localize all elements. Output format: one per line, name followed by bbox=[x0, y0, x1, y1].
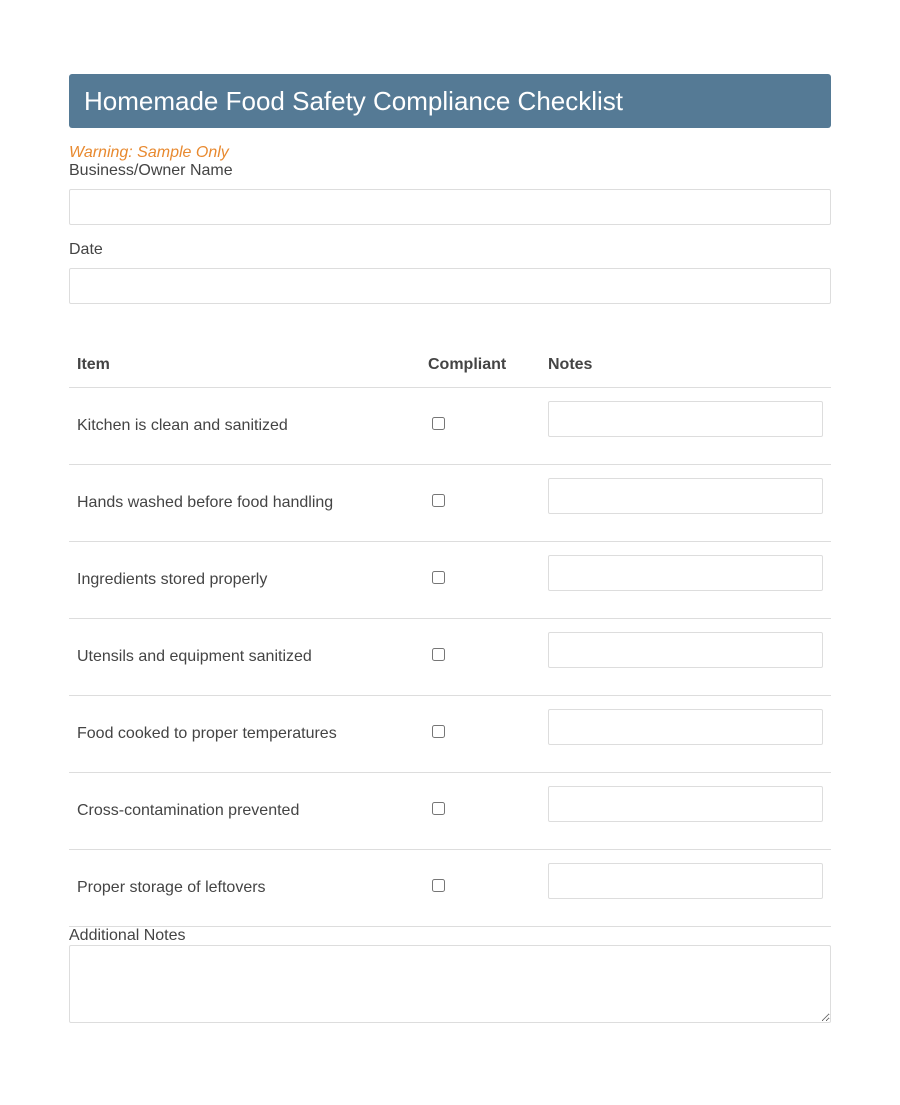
notes-input[interactable] bbox=[548, 555, 823, 591]
notes-input[interactable] bbox=[548, 401, 823, 437]
compliant-checkbox[interactable] bbox=[432, 802, 445, 815]
notes-input[interactable] bbox=[548, 863, 823, 899]
date-input[interactable] bbox=[69, 268, 831, 304]
compliant-checkbox[interactable] bbox=[432, 725, 445, 738]
header-compliant: Compliant bbox=[420, 342, 540, 388]
checklist-table bbox=[69, 342, 831, 927]
table-row bbox=[69, 465, 831, 542]
additional-notes-label: Additional Notes bbox=[69, 927, 186, 944]
notes-input[interactable] bbox=[548, 478, 823, 514]
table-row bbox=[69, 773, 831, 850]
item-label: Food cooked to proper temperatures bbox=[69, 696, 420, 773]
business-label: Business/Owner Name bbox=[69, 162, 233, 179]
notes-input[interactable] bbox=[548, 709, 823, 745]
header-item: Item bbox=[69, 342, 420, 388]
notes-input[interactable] bbox=[548, 632, 823, 668]
table-row bbox=[69, 696, 831, 773]
compliant-checkbox[interactable] bbox=[432, 648, 445, 661]
compliant-checkbox[interactable] bbox=[432, 417, 445, 430]
item-label: Hands washed before food handling bbox=[69, 465, 420, 542]
compliant-checkbox[interactable] bbox=[432, 571, 445, 584]
item-label: Utensils and equipment sanitized bbox=[69, 619, 420, 696]
header-notes: Notes bbox=[540, 342, 831, 388]
item-label: Proper storage of leftovers bbox=[69, 850, 420, 927]
item-label: Cross-contamination prevented bbox=[69, 773, 420, 850]
date-label: Date bbox=[69, 241, 103, 258]
table-row bbox=[69, 619, 831, 696]
compliant-checkbox[interactable] bbox=[432, 879, 445, 892]
business-name-input[interactable] bbox=[69, 189, 831, 225]
checklist-form bbox=[69, 74, 831, 1023]
table-row bbox=[69, 850, 831, 927]
warning-text: Warning: Sample Only bbox=[69, 144, 229, 161]
additional-notes-textarea[interactable] bbox=[69, 945, 831, 1023]
table-row bbox=[69, 388, 831, 465]
table-row bbox=[69, 542, 831, 619]
item-label: Ingredients stored properly bbox=[69, 542, 420, 619]
page-title: Homemade Food Safety Compliance Checklist bbox=[69, 74, 831, 128]
item-label: Kitchen is clean and sanitized bbox=[69, 388, 420, 465]
compliant-checkbox[interactable] bbox=[432, 494, 445, 507]
notes-input[interactable] bbox=[548, 786, 823, 822]
